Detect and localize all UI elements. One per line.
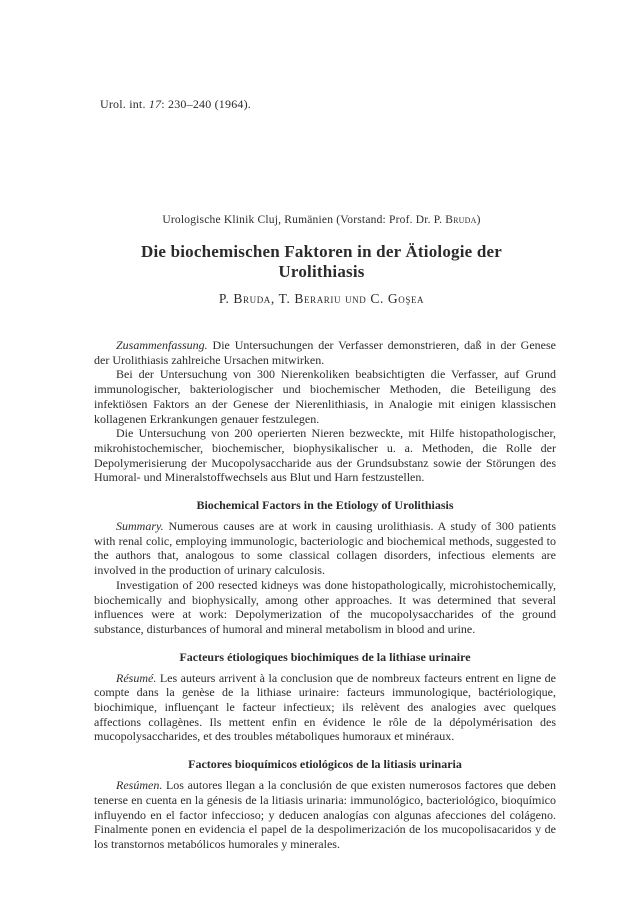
abstract-english-p2: Investigation of 200 resected kidneys was done histopathologically, microhistochemically, biochemically and biophysically, among other approaches. It was determined that several influences were at work: Depolymerization of the mucopolysaccharides of the ground substance, disturbances of humoral and mineral metabolism in blood and urine. bbox=[94, 577, 556, 636]
abstract-french bbox=[94, 671, 556, 745]
abstract-german-p1 bbox=[94, 338, 556, 367]
section-heading-english: Biochemical Factors in the Etiology of Urolithiasis bbox=[196, 498, 454, 513]
affiliation-text: Urologische Klinik Cluj, Rumänien (Vorstand: Prof. Dr. P. bbox=[162, 214, 446, 226]
abstract-spanish-lead: Resúmen. bbox=[116, 778, 163, 793]
section-heading-french: Facteurs étiologiques biochimiques de la lithiase urinaire bbox=[179, 649, 471, 664]
abstract-german-lead: Zusammenfassung. bbox=[116, 338, 208, 352]
article-body bbox=[94, 338, 556, 852]
abstract-french-lead: Résumé. bbox=[116, 670, 157, 685]
abstract-english-lead: Summary. bbox=[116, 519, 164, 534]
article-title: Die biochemischen Faktoren in der Ätiologie der Urolithiasis bbox=[140, 242, 503, 281]
abstract-english-p1-text: Numerous causes are at work in causing urolithiasis. A study of 300 patients with renal colic, employing immunologic, bacteriologic and biochemical methods, suggested to the authors that, analogous to some classical collagen disorders, infectious elements are involved in the production of urinary calculosis. bbox=[94, 519, 556, 578]
abstract-spanish bbox=[94, 778, 556, 852]
abstract-german bbox=[94, 338, 556, 485]
abstract-english-p1 bbox=[94, 519, 556, 578]
abstract-french-p1-text: Les auteurs arrivent à la conclusion que de nombreux facteurs entrent en ligne de compte dans la genèse de la lithiase urinaire: facteurs immunologique, bactériologique, biochimique, influençant le facteur infectieux; ils relèvent des analogies avec quelques affections collagènes. Ils mettent enfin en évidence le rôle de la dépolymérisation des mucopolysaccharides, et des troubles métaboliques humoraux et minéraux. bbox=[94, 670, 557, 744]
abstract-spanish-p1-text: Los autores llegan a la conclusión de que existen numerosos factores que deben tenerse en cuenta en la génesis de la litiasis urinaria: immunológico, bacteriológico, bioquímico influyendo en el factor infeccioso; y deducen analogías con algunas afecciones del colágeno. Finalmente ponen en evidencia el papel de la despolimerización de los mucopolisacaridos y de los transtornos metabólicos humorales y minerales. bbox=[94, 778, 556, 851]
abstract-german-p2: Bei der Untersuchung von 300 Nierenkoliken beabsichtigten die Verfasser, auf Grund immunologischer, bakteriologischer und biochemischer Methoden, die Beteiligung des infektiösen Faktors an der Genese der Nierenlithiasis, in Analogie mit einigen klassischen kollagenen Erkrankungen genauer festzulegen. bbox=[94, 367, 556, 426]
abstract-french-p1 bbox=[94, 671, 556, 745]
journal-pages-year: : 230–240 (1964). bbox=[161, 97, 252, 111]
affiliation-line bbox=[0, 213, 643, 227]
affiliation-director-name: Bruda bbox=[445, 214, 477, 226]
journal-name: Urol. int. bbox=[100, 97, 149, 111]
section-heading-spanish: Factores bioquímicos etiológicos de la litiasis urinaria bbox=[188, 757, 462, 772]
affiliation-close-paren: ) bbox=[476, 214, 481, 226]
abstract-english bbox=[94, 519, 556, 637]
authors-line: P. Bruda, T. Berariu und C. Goşea bbox=[218, 291, 425, 306]
abstract-german-p1-text: Die Untersuchungen der Verfasser demonstrieren, daß in der Genese der Urolithiasis zahlreiche Ursachen mitwirken. bbox=[94, 338, 556, 367]
journal-citation bbox=[100, 97, 643, 111]
journal-volume: 17 bbox=[148, 97, 162, 111]
abstract-spanish-p1 bbox=[94, 778, 556, 852]
abstract-german-p3: Die Untersuchung von 200 operierten Nieren bezweckte, mit Hilfe histopathologischer, mikrohistochemischer, biochemischer, biophysikalischer u. a. Methoden, die Rolle der Depolymerisierung der Mucopolysaccharide aus der Grundsubstanz sowie der Störungen des Humoral- und Mineralstoffwechsels aus Blut und Harn festzustellen. bbox=[94, 426, 556, 485]
